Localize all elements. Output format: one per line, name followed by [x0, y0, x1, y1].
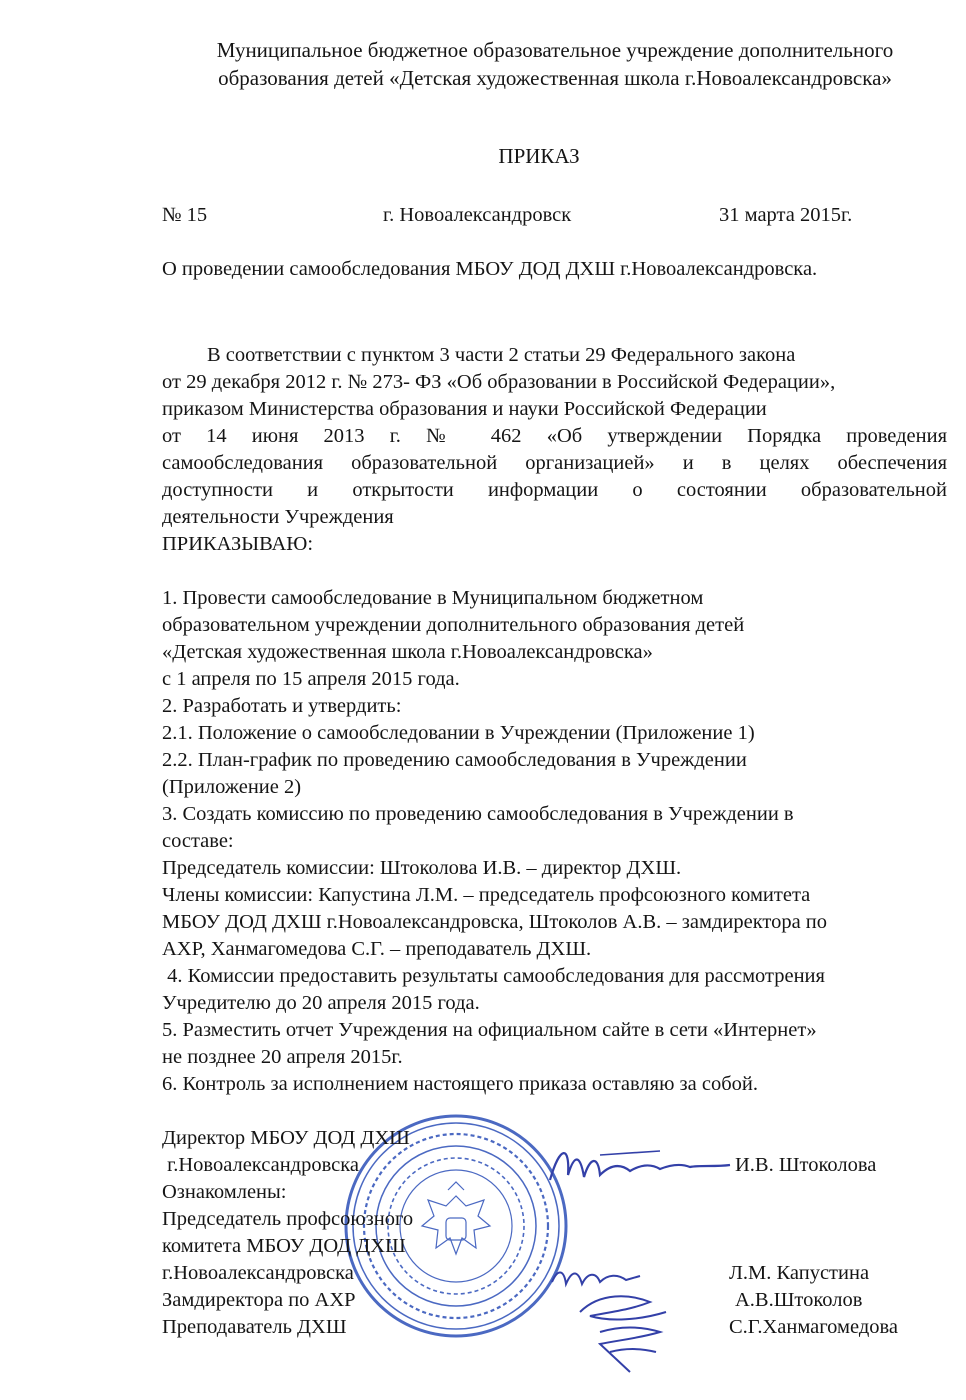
- order-item-line: 2. Разработать и утвердить:: [162, 695, 402, 717]
- order-date: 31 марта 2015г.: [719, 204, 853, 226]
- preamble-line: от 29 декабря 2012 г. № 273- ФЗ «Об образовании в Российской Федерации»,: [162, 371, 836, 393]
- header-line-1: Муниципальное бюджетное образовательное учреждение дополнительного: [216, 38, 894, 62]
- preamble-line: самообследования образовательной организацией» и в целях обеспечения: [162, 452, 947, 474]
- order-item-line: 2.1. Положение о самообследовании в Учреждении (Приложение 1): [162, 722, 755, 744]
- order-city: г. Новоалександровск: [383, 204, 572, 226]
- union-role-line-2: комитета МБОУ ДОД ДХШ: [162, 1235, 406, 1257]
- order-item-line: не позднее 20 апреля 2015г.: [162, 1046, 403, 1068]
- director-name: И.В. Штоколова: [735, 1154, 877, 1176]
- document-title: ПРИКАЗ: [498, 144, 580, 168]
- order-item-line: 6. Контроль за исполнением настоящего приказа оставляю за собой.: [162, 1073, 758, 1095]
- order-number: № 15: [162, 204, 208, 226]
- order-item-line: Учредителю до 20 апреля 2015 года.: [162, 992, 480, 1014]
- order-item-line: «Детская художественная школа г.Новоалександровска»: [162, 641, 653, 663]
- director-title-line-1: Директор МБОУ ДОД ДХШ: [162, 1127, 410, 1149]
- order-subject: О проведении самообследования МБОУ ДОД ДХШ г.Новоалександровска.: [162, 258, 818, 280]
- director-signature: [540, 1135, 740, 1195]
- order-item-line: составе:: [162, 830, 234, 852]
- deputy-name: А.В.Штоколов: [735, 1289, 863, 1311]
- director-title-line-2: г.Новоалександровска: [162, 1154, 360, 1176]
- order-item-line: с 1 апреля по 15 апреля 2015 года.: [162, 668, 460, 690]
- order-item-line: образовательном учреждении дополнительного образования детей: [162, 614, 745, 636]
- deputy-signature: [570, 1282, 680, 1378]
- union-chair-name: Л.М. Капустина: [729, 1262, 870, 1284]
- order-item-line: Члены комиссии: Капустина Л.М. – председатель профсоюзного комитета: [162, 884, 811, 906]
- order-item-line: 5. Разместить отчет Учреждения на официальном сайте в сети «Интернет»: [162, 1019, 817, 1041]
- organization-header: [140, 36, 966, 92]
- preamble-line: деятельности Учреждения: [162, 506, 394, 528]
- order-item-line: 1. Провести самообследование в Муниципальном бюджетном: [162, 587, 704, 609]
- order-item-line: Председатель комиссии: Штоколова И.В. – директор ДХШ.: [162, 857, 682, 879]
- header-line-2: образования детей «Детская художественная школа г.Новоалександровска»: [218, 66, 892, 90]
- order-item-line: 4. Комиссии предоставить результаты самообследования для рассмотрения: [162, 965, 825, 987]
- preamble-line: приказом Министерства образования и науки Российской Федерации: [162, 398, 767, 420]
- union-role-line-3: г.Новоалександровска: [162, 1262, 354, 1284]
- union-role-line-1: Председатель профсоюзного: [162, 1208, 414, 1230]
- teacher-role: Преподаватель ДХШ: [162, 1316, 347, 1338]
- teacher-name: С.Г.Ханмагомедова: [729, 1316, 899, 1338]
- preamble-line: В соответствии с пунктом 3 части 2 статьи 29 Федерального закона: [207, 344, 796, 366]
- acquainted-label: Ознакомлены:: [162, 1181, 287, 1203]
- order-item-line: МБОУ ДОД ДХШ г.Новоалександровска, Штоколов А.В. – замдиректора по: [162, 911, 828, 933]
- order-item-line: (Приложение 2): [162, 776, 302, 798]
- deputy-role: Замдиректора по АХР: [162, 1289, 356, 1311]
- preamble-line: доступности и открытости информации о состоянии образовательной: [162, 479, 947, 501]
- order-item-line: АХР, Ханмагомедова С.Г. – преподаватель ДХШ.: [162, 938, 592, 960]
- order-item-line: 2.2. План-график по проведению самообследования в Учреждении: [162, 749, 747, 771]
- preamble-line: от 14 июня 2013 г. № 462 «Об утверждении Порядка проведения: [162, 425, 947, 447]
- order-item-line: 3. Создать комиссию по проведению самообследования в Учреждении в: [162, 803, 794, 825]
- order-word: ПРИКАЗЫВАЮ:: [162, 533, 314, 555]
